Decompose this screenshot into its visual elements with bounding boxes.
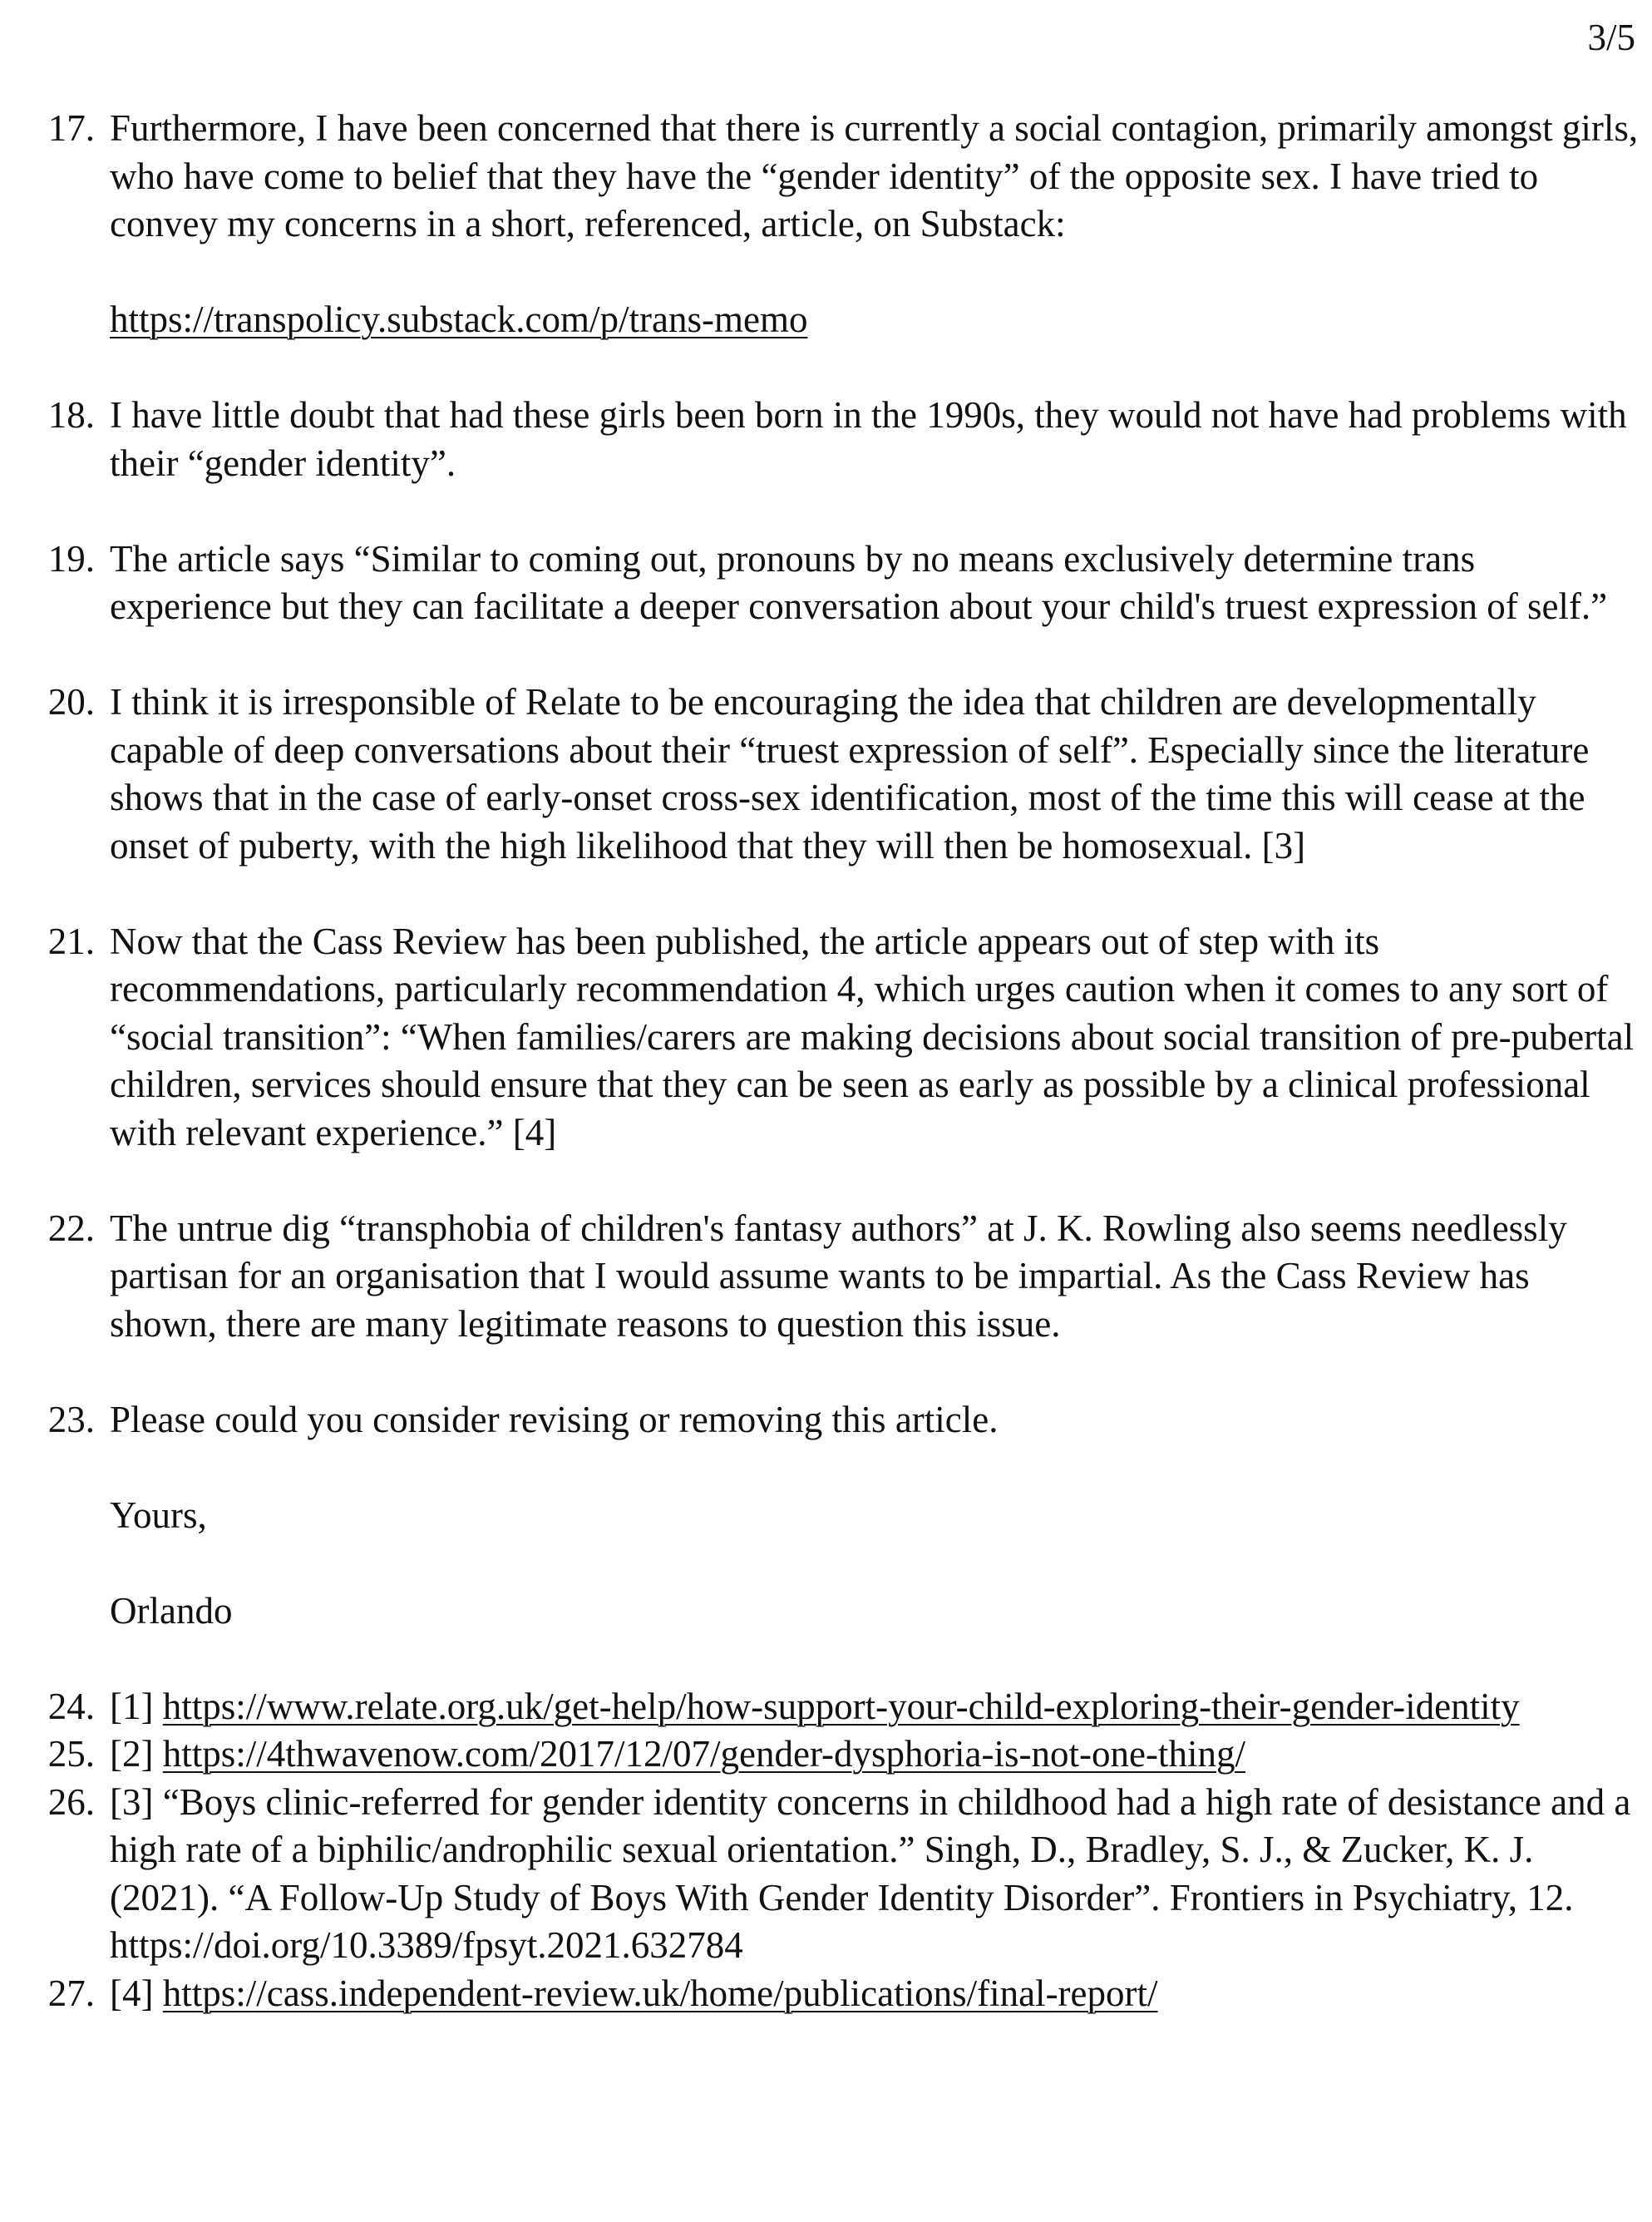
- letter-body: [20, 105, 1641, 2017]
- list-item: [20, 1205, 1641, 1349]
- reference-item: [20, 1731, 1641, 1779]
- item-number: 18.: [47, 394, 95, 436]
- item-number: 21.: [47, 920, 95, 962]
- reference-label: [1]: [110, 1685, 154, 1727]
- reference-number: 25.: [47, 1733, 95, 1775]
- reference-label: [2]: [110, 1733, 154, 1775]
- list-item: [20, 679, 1641, 870]
- item-number: 17.: [47, 107, 95, 149]
- item-number: 20.: [47, 681, 95, 723]
- reference-label: [4]: [110, 1972, 154, 2014]
- item-text: Please could you consider revising or removing this article.: [110, 1398, 999, 1440]
- reference-link[interactable]: https://4thwavenow.com/2017/12/07/gender-dysphoria-is-not-one-thing/: [162, 1733, 1245, 1775]
- reference-number: 26.: [47, 1780, 95, 1823]
- reference-number: 27.: [47, 1972, 95, 2014]
- substack-link[interactable]: https://transpolicy.substack.com/p/trans-memo: [110, 299, 808, 340]
- list-item: [20, 392, 1641, 487]
- item-number: 23.: [47, 1398, 95, 1440]
- item-text: I have little doubt that had these girls been born in the 1990s, they would not have had problems with their “gender identity”.: [110, 394, 1627, 484]
- item-text: I think it is irresponsible of Relate to be encouraging the idea that children are developmentally capable of deep conversations about their “truest expression of self”. Especially since the literature shows that in the case of early-onset cross-sex identification, most of the time this will cease at the onset of puberty, with the high likelihood that they will then be homosexual. [3]: [110, 681, 1590, 867]
- reference-link[interactable]: https://cass.independent-review.uk/home/publications/final-report/: [162, 1972, 1158, 2014]
- reference-label: [3]: [110, 1780, 154, 1823]
- reference-item: [20, 1779, 1641, 1970]
- item-number: 22.: [47, 1207, 95, 1249]
- list-item: [20, 1396, 1641, 1444]
- reference-link[interactable]: https://www.relate.org.uk/get-help/how-support-your-child-exploring-their-gender-identity: [162, 1685, 1520, 1727]
- item-text: Now that the Cass Review has been published, the article appears out of step with its recommendations, particularly recommendation 4, which urges caution when it comes to any sort of “social transition”: “When families/carers are making decisions about social transition of pre-pubertal children, services should ensure that they can be seen as early as possible by a clinical professional with relevant experience.” [4]: [110, 920, 1635, 1153]
- item-text: The article says “Similar to coming out, pronouns by no means exclusively determine trans experience but they can facilitate a deeper conversation about your child's truest expression of self.”: [110, 537, 1608, 627]
- list-item: [20, 536, 1641, 631]
- item-text: The untrue dig “transphobia of children's fantasy authors” at J. K. Rowling also seems needlessly partisan for an organisation that I would assume wants to be impartial. As the Cass Review has shown, there are many legitimate reasons to question this issue.: [110, 1207, 1567, 1345]
- item-number: 19.: [47, 537, 95, 580]
- substack-link-line: [110, 296, 1641, 344]
- signoff: Yours,: [110, 1494, 207, 1536]
- reference-number: 24.: [47, 1685, 95, 1727]
- list-item: [20, 918, 1641, 1158]
- page-number: 3/5: [1587, 17, 1635, 58]
- item-text: Furthermore, I have been concerned that there is currently a social contagion, primarily amongst girls, who have come to belief that they have the “gender identity” of the opposite sex. I have tried to convey my concerns in a short, referenced, article, on Substack:: [110, 107, 1639, 244]
- reference-text: “Boys clinic-referred for gender identity concerns in childhood had a high rate of desistance and a high rate of a biphilic/androphilic sexual orientation.” Singh, D., Bradley, S. J., & Zucker, K. J. (2021). “A Follow-Up Study of Boys With Gender Identity Disorder”. Frontiers in Psychiatry, 12. https://doi.org/10.3389/fpsyt.2021.632784: [110, 1780, 1631, 1966]
- reference-item: [20, 1970, 1641, 2018]
- signature: Orlando: [110, 1589, 233, 1632]
- list-item: [20, 105, 1641, 249]
- reference-item: [20, 1683, 1641, 1731]
